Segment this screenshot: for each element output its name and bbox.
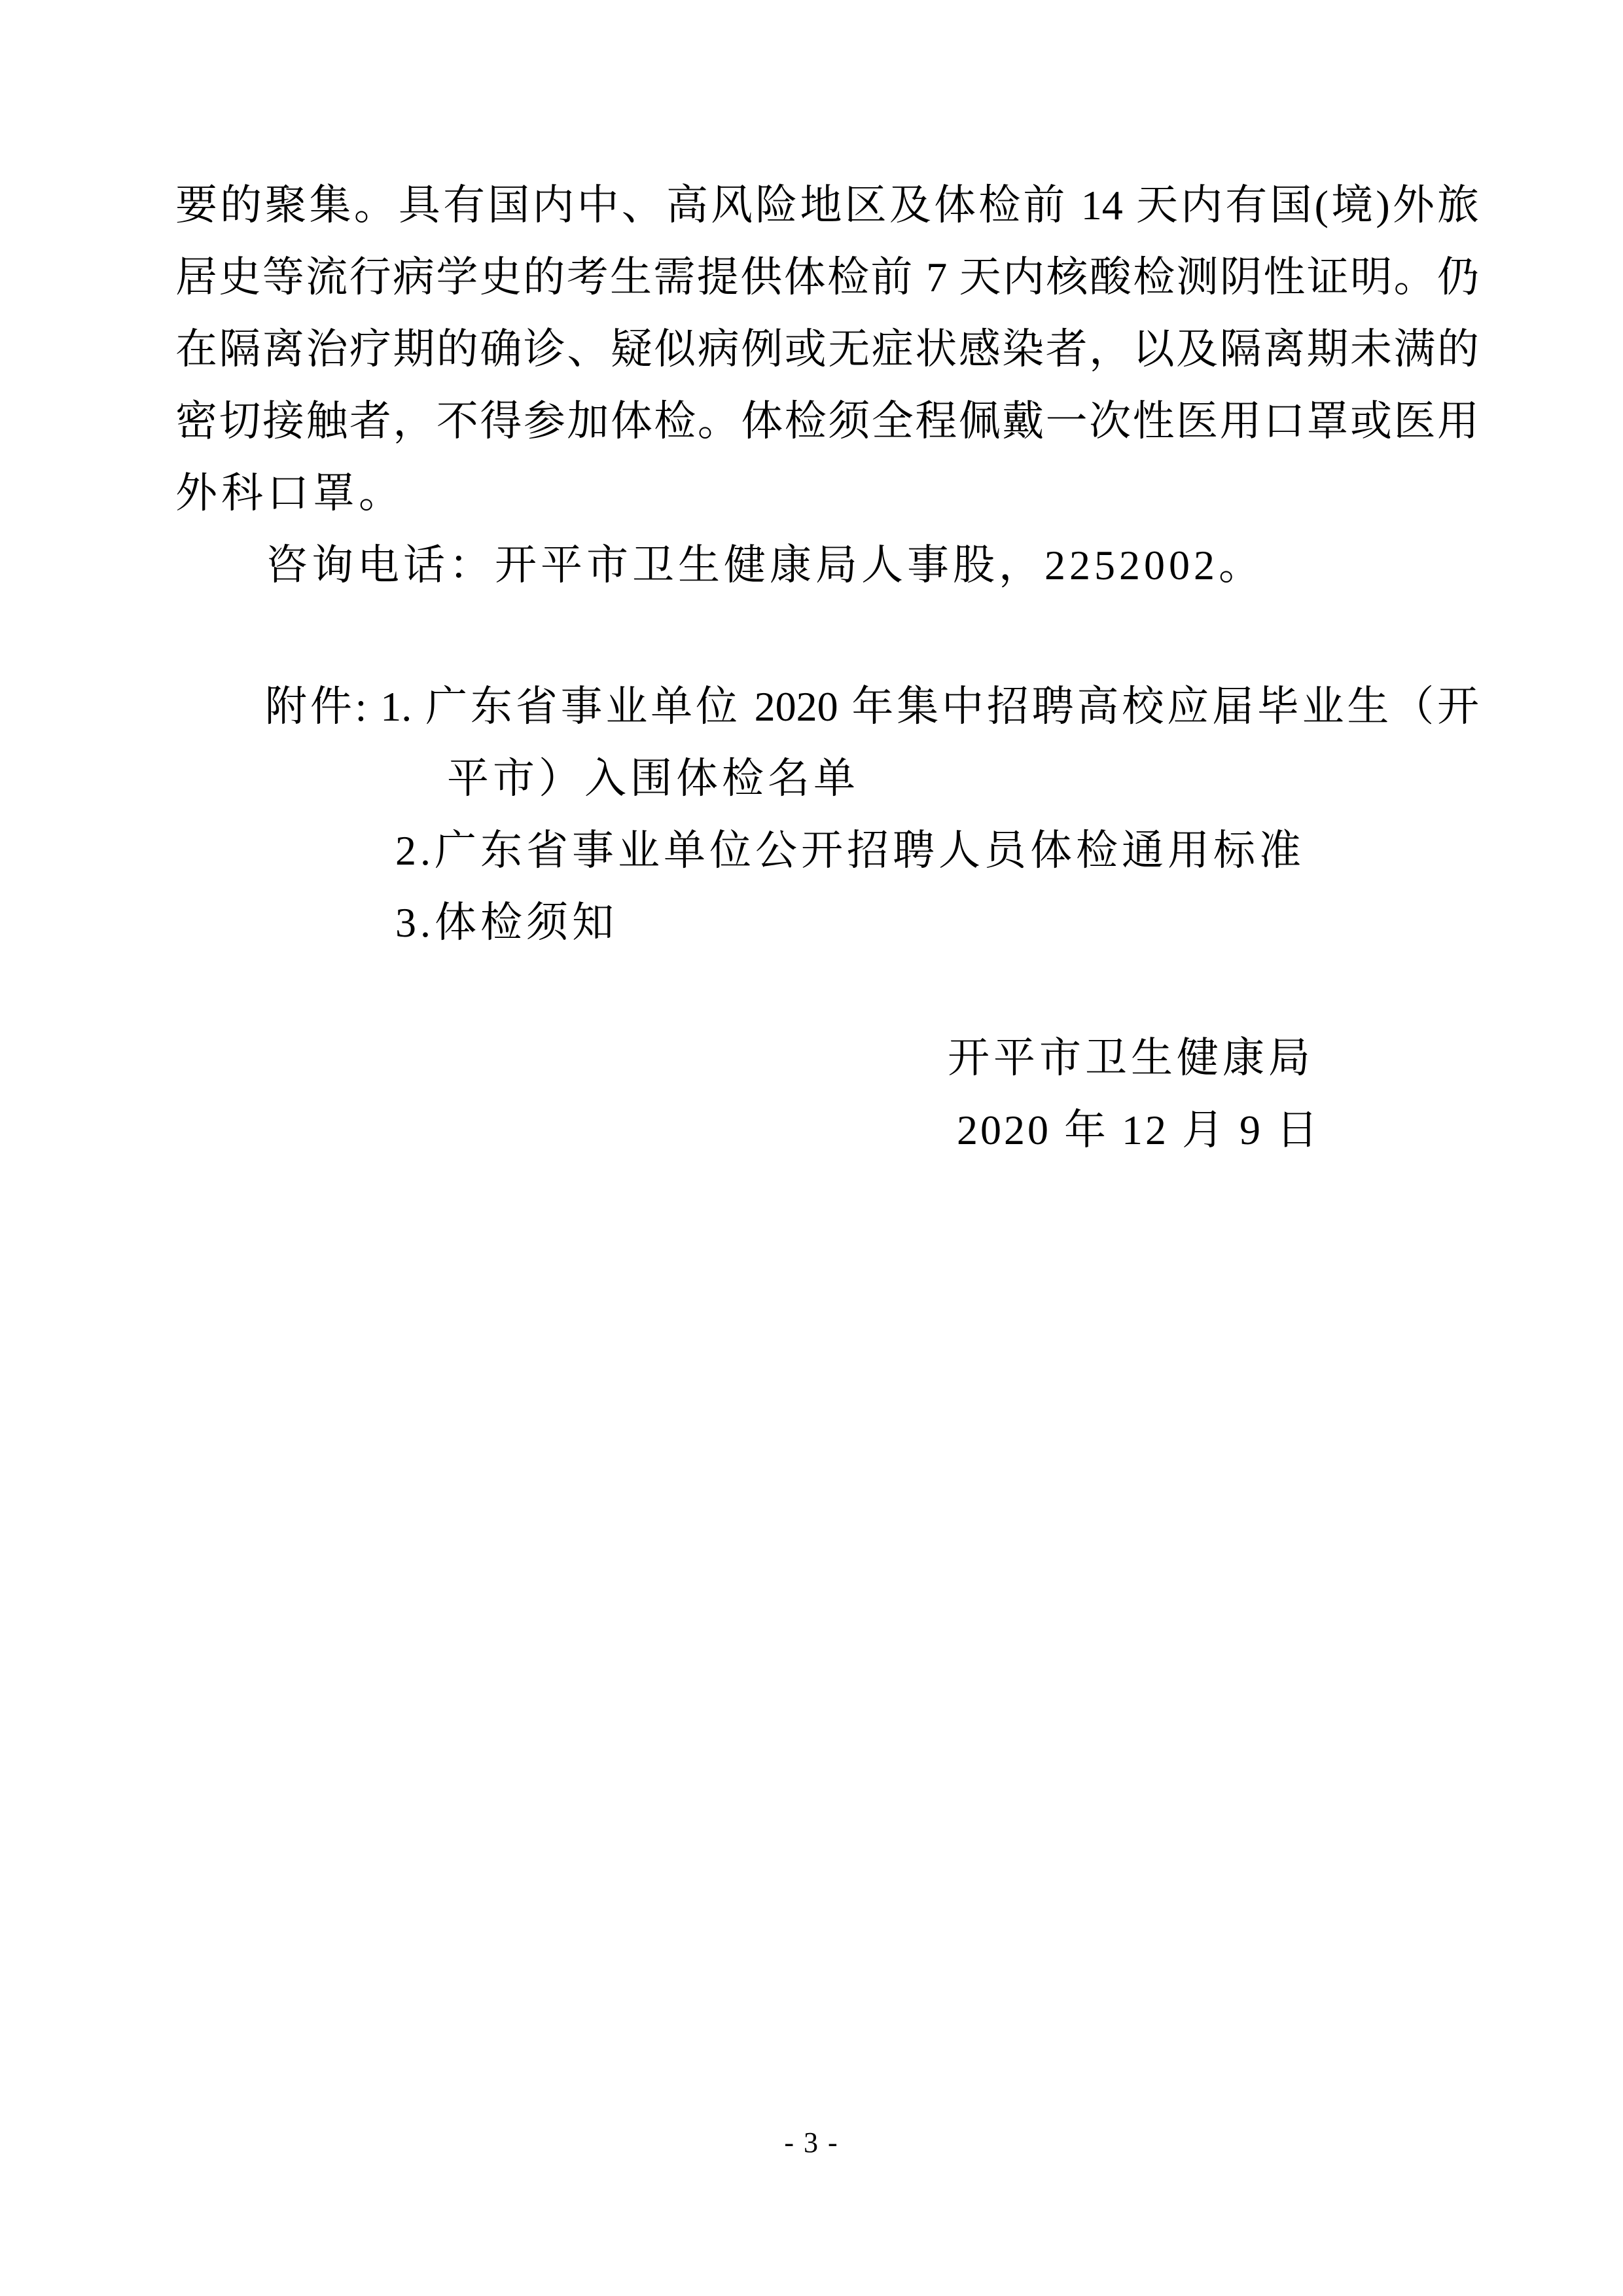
attachment-item-3-text: 体检须知 (435, 899, 618, 946)
body-line-3: 在隔离治疗期的确诊、疑似病例或无症状感染者，以及隔离期未满的 (175, 326, 1479, 372)
body-line-2: 居史等流行病学史的考生需提供体检前 7 天内核酸检测阴性证明。仍 (175, 254, 1479, 300)
body-line-1: 要的聚集。具有国内中、高风险地区及体检前 14 天内有国(境)外旅 (175, 182, 1479, 228)
body-line-4: 密切接触者，不得参加体检。体检须全程佩戴一次性医用口罩或医用 (175, 398, 1479, 444)
page-number: - 3 - (784, 2126, 839, 2159)
attachment-item-2 (395, 827, 1305, 874)
attachment-item-1-text: 广东省事业单位 2020 年集中招聘高校应届毕业生（开 (425, 683, 1480, 730)
signature-organization: 开平市卫生健康局 (948, 1035, 1314, 1081)
attachment-item-1-line-2: 平市）入围体检名单 (447, 755, 859, 802)
attachments-label: 附件: (265, 683, 367, 730)
attachment-item-3-number: 3. (395, 899, 435, 946)
attachment-item-2-text: 广东省事业单位公开招聘人员体检通用标准 (435, 827, 1305, 874)
attachment-item-3 (395, 899, 618, 946)
contact-phone-line: 咨询电话：开平市卫生健康局人事股，2252002。 (266, 542, 1264, 588)
signature-date: 2020 年 12 月 9 日 (957, 1107, 1321, 1153)
attachment-item-1-line-1 (265, 683, 1480, 730)
body-line-5: 外科口罩。 (175, 470, 404, 516)
attachment-item-1-number: 1. (380, 683, 412, 730)
attachment-item-2-number: 2. (395, 827, 435, 874)
